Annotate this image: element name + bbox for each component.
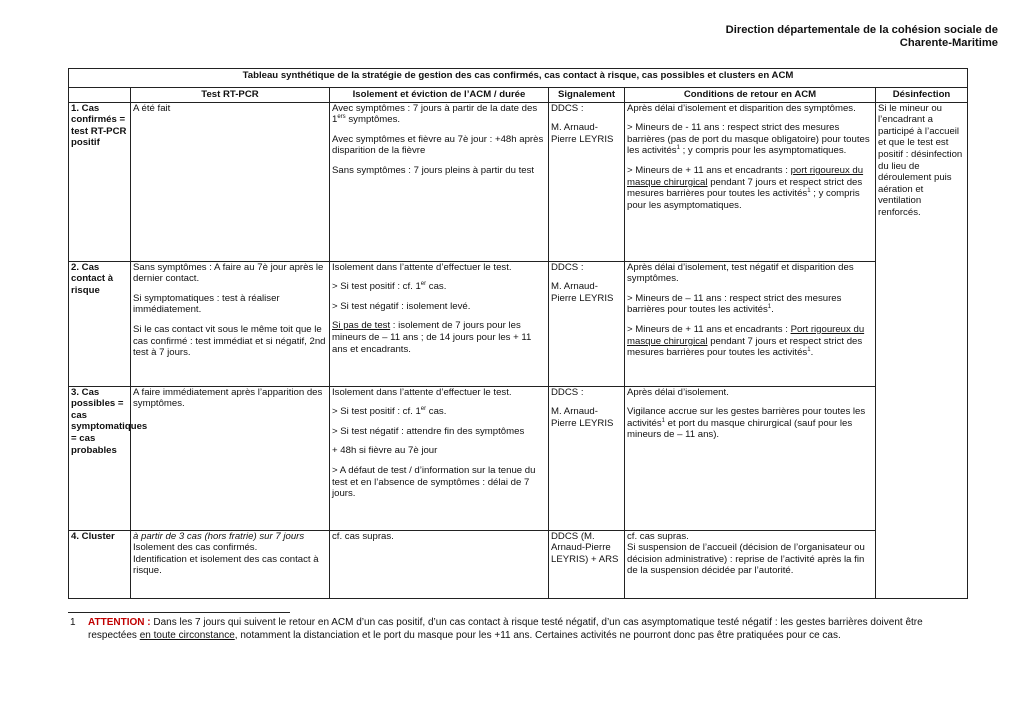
cell-conditions (625, 261, 876, 386)
table-row (69, 102, 968, 261)
table-row (69, 261, 968, 386)
text: Si le cas contact vit sous le même toit que le cas confirmé : test immédiat et si négatif, 2nd test à 7 jours. (133, 323, 326, 359)
text: Avec symptômes : 7 jours à partir de la date des 1ers symptômes. (332, 102, 538, 126)
text: Après délai d’isolement et disparition des symptômes. (627, 102, 856, 114)
cell-test (131, 102, 330, 261)
cell-signalement (549, 102, 625, 261)
cell-isolement (330, 386, 549, 530)
text: cf. cas supras. (627, 530, 689, 542)
strategy-table (68, 68, 968, 599)
text: DDCS : (551, 102, 584, 114)
cell-signalement: DDCS (M. Arnaud-Pierre LEYRIS) + ARS (549, 530, 625, 598)
cell-test (131, 530, 330, 598)
table-header-row (69, 88, 968, 103)
cell-isolement: cf. cas supras. (330, 530, 549, 598)
attention-label: ATTENTION : (88, 617, 151, 628)
text: M. Arnaud-Pierre LEYRIS (551, 122, 614, 145)
cell-conditions (625, 530, 876, 598)
text: + 48h si fièvre au 7è jour (332, 445, 438, 457)
text: M. Arnaud-Pierre LEYRIS (551, 281, 614, 304)
text: > Mineurs de – 11 ans : respect strict des mesures barrières pour toutes les activités$^1$. (627, 292, 842, 316)
text: > Si test positif : cf. 1er cas. (332, 406, 447, 418)
footnote-divider (68, 612, 290, 613)
text: Isolement des cas confirmés. (133, 542, 258, 554)
column-header-signalement: Signalement (549, 88, 625, 103)
text: Sans symptômes : 7 jours pleins à partir du test (332, 164, 535, 176)
text: Sans symptômes : A faire au 7è jour après le dernier contact. (133, 261, 324, 285)
text: > Si test positif : cf. 1er cas. (332, 281, 447, 293)
column-header-isolement: Isolement et éviction de l’ACM / durée (330, 88, 549, 103)
cell-conditions (625, 386, 876, 530)
row-label: 3. Cas possibles = cas symptomatiques = cas probables (69, 386, 131, 530)
text: Avec symptômes et fièvre au 7è jour : +48h après disparition de la fièvre (332, 133, 544, 157)
table-row (69, 530, 968, 598)
text: A faire immédiatement après l’apparition des symptômes. (133, 386, 323, 410)
header-line-2: Charente-Maritime (899, 37, 998, 49)
row-label: 2. Cas contact à risque (69, 261, 131, 386)
text: Vigilance accrue sur les gestes barrières pour toutes les activités$^1$ et port du masque chirurgical (sauf pour les mineurs de – 11 ans). (627, 406, 866, 441)
text: DDCS : (551, 261, 584, 273)
column-header-desinfection: Désinfection (876, 88, 968, 103)
footnote-number: 1 (70, 617, 76, 628)
text: M. Arnaud-Pierre LEYRIS (551, 406, 614, 429)
cell-signalement (549, 386, 625, 530)
text: Isolement dans l’attente d’effectuer le test. (332, 386, 512, 398)
header-empty (69, 88, 131, 103)
text: Si pas de test : isolement de 7 jours pour les mineurs de – 11 ans ; de 14 jours pour les + 11 ans et encadrants. (332, 320, 532, 355)
header-line-1: Direction départementale de la cohésion sociale de (725, 24, 998, 36)
text: Identification et isolement des cas contact à risque. (133, 553, 319, 577)
page-header (726, 24, 998, 50)
text: A été fait (133, 102, 171, 114)
text: à partir de 3 cas (hors fratrie) sur 7 jours (133, 530, 305, 542)
text: Si symptomatiques : test à réaliser immédiatement. (133, 292, 280, 316)
column-header-conditions: Conditions de retour en ACM (625, 88, 876, 103)
text: > Mineurs de + 11 ans et encadrants : port rigoureux du masque chirurgical pendant 7 jours et respect strict des mesures barrières pour toutes les activités$^1$ ; y compris pour les asymptomatiques. (627, 164, 864, 211)
cell-isolement (330, 261, 549, 386)
text: > Mineurs de - 11 ans : respect strict des mesures barrières (pas de port du masque obligatoire) pour toutes les activités$^1$ ; y compris pour les asymptomatiques. (627, 122, 870, 157)
row-label: 4. Cluster (69, 530, 131, 598)
footnote (68, 617, 958, 642)
text: > Si test négatif : attendre fin des symptômes (332, 425, 525, 437)
text: Si suspension de l’accueil (décision de l’organisateur ou décision administrative) : reprise de l’activité après la fin de la suspension décidée par l’autorité. (627, 542, 865, 577)
text: > A défaut de test / d’information sur la tenue du test et en l’absence de symptômes : délai de 7 jours. (332, 464, 536, 500)
table-row (69, 386, 968, 530)
text: DDCS : (551, 386, 584, 398)
cell-signalement (549, 261, 625, 386)
text: Après délai d’isolement, test négatif et disparition des symptômes. (627, 261, 854, 285)
footnote-text: ATTENTION : Dans les 7 jours qui suivent le retour en ACM d’un cas positif, d’un cas contact à risque testé négatif, d’un cas asymptomatique testé négatif : les gestes barrières doivent être respectées en toute circonstance, notamment la distanciation et le port du masque pour les +11 ans. Certaines activités ne pourront donc pas être pratiquées pour ce cas. (88, 617, 923, 641)
cell-desinfection: Si le mineur ou l’encadrant a participé à l’accueil et que le test est positif : désinfection du lieu de déroulement puis aération et ventilation renforcés. (876, 102, 968, 598)
text: Après délai d’isolement. (627, 386, 729, 398)
row-label: 1. Cas confirmés = test RT-PCR positif (69, 102, 131, 261)
text: Isolement dans l’attente d’effectuer le test. (332, 261, 512, 273)
cell-test (131, 261, 330, 386)
cell-test (131, 386, 330, 530)
text: > Mineurs de + 11 ans et encadrants : Port rigoureux du masque chirurgical pendant 7 jours et respect strict des mesures barrières pour toutes les activités$^1$. (627, 323, 865, 359)
table-title-row (69, 69, 968, 88)
column-header-test: Test RT-PCR (131, 88, 330, 103)
cell-conditions (625, 102, 876, 261)
cell-isolement (330, 102, 549, 261)
text: > Si test négatif : isolement levé. (332, 300, 471, 312)
table-title: Tableau synthétique de la stratégie de gestion des cas confirmés, cas contact à risque, cas possibles et clusters en ACM (69, 69, 968, 88)
